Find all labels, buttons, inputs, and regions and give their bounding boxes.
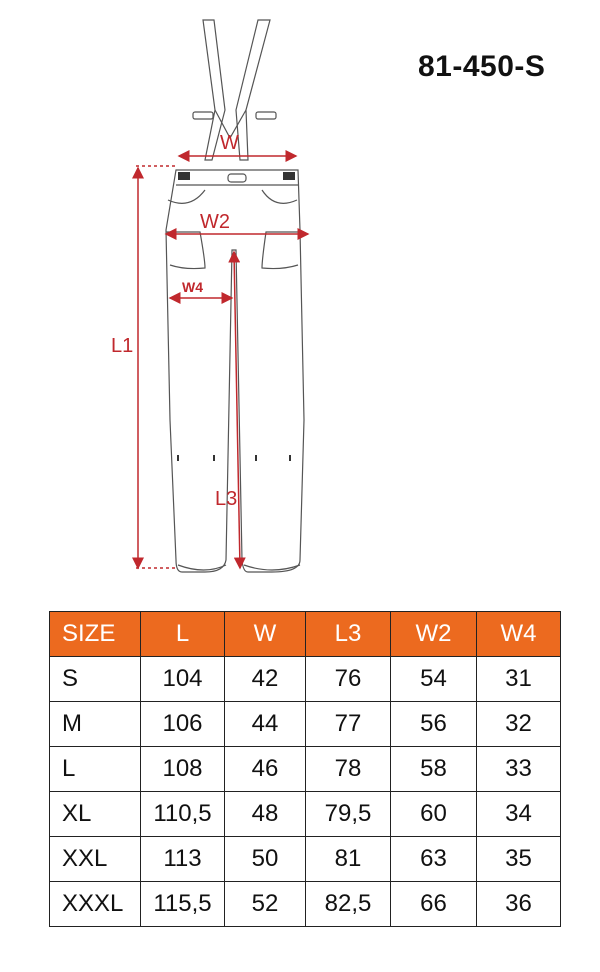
table-cell: 54 xyxy=(391,657,477,702)
table-cell: 35 xyxy=(477,837,561,882)
table-cell: 58 xyxy=(391,747,477,792)
trousers-outline xyxy=(166,170,304,572)
label-l3: L3 xyxy=(215,488,238,510)
table-cell: 82,5 xyxy=(306,882,391,927)
column-header: L3 xyxy=(306,612,391,657)
table-cell: 44 xyxy=(225,702,306,747)
knee-marks xyxy=(178,455,290,461)
column-header: W2 xyxy=(391,612,477,657)
table-row xyxy=(50,792,561,837)
table-cell: L xyxy=(50,747,141,792)
table-cell: S xyxy=(50,657,141,702)
size-table xyxy=(49,611,561,927)
table-cell: 60 xyxy=(391,792,477,837)
table-row xyxy=(50,837,561,882)
table-cell: 36 xyxy=(477,882,561,927)
label-w4: W4 xyxy=(182,279,203,295)
table-row xyxy=(50,882,561,927)
table-cell: XXL xyxy=(50,837,141,882)
table-cell: 48 xyxy=(225,792,306,837)
table-cell: 108 xyxy=(141,747,225,792)
table-cell: 106 xyxy=(141,702,225,747)
column-header: W4 xyxy=(477,612,561,657)
table-cell: 113 xyxy=(141,837,225,882)
table-cell: 32 xyxy=(477,702,561,747)
table-cell: 79,5 xyxy=(306,792,391,837)
table-cell: 52 xyxy=(225,882,306,927)
column-header: SIZE xyxy=(50,612,141,657)
table-cell: M xyxy=(50,702,141,747)
label-w2: W2 xyxy=(200,211,230,233)
column-header: W xyxy=(225,612,306,657)
table-body xyxy=(50,657,561,927)
table-cell: 31 xyxy=(477,657,561,702)
table-cell: 78 xyxy=(306,747,391,792)
table-cell: XL xyxy=(50,792,141,837)
table-cell: 33 xyxy=(477,747,561,792)
table-row xyxy=(50,657,561,702)
table-cell: 110,5 xyxy=(141,792,225,837)
product-code: 81-450-S xyxy=(418,50,546,83)
table-header-row xyxy=(50,612,561,657)
table-cell: 56 xyxy=(391,702,477,747)
label-w: W xyxy=(220,132,239,154)
table-cell: 46 xyxy=(225,747,306,792)
table-cell: 76 xyxy=(306,657,391,702)
table-cell: 50 xyxy=(225,837,306,882)
table-cell: 81 xyxy=(306,837,391,882)
table-row xyxy=(50,747,561,792)
table-cell: 104 xyxy=(141,657,225,702)
table-row xyxy=(50,702,561,747)
waist-tags xyxy=(178,172,295,180)
column-header: L xyxy=(141,612,225,657)
label-l1: L1 xyxy=(111,335,134,357)
table-cell: 42 xyxy=(225,657,306,702)
table-cell: 77 xyxy=(306,702,391,747)
table-cell: 34 xyxy=(477,792,561,837)
table-cell: XXXL xyxy=(50,882,141,927)
table-cell: 66 xyxy=(391,882,477,927)
table-cell: 63 xyxy=(391,837,477,882)
table-cell: 115,5 xyxy=(141,882,225,927)
